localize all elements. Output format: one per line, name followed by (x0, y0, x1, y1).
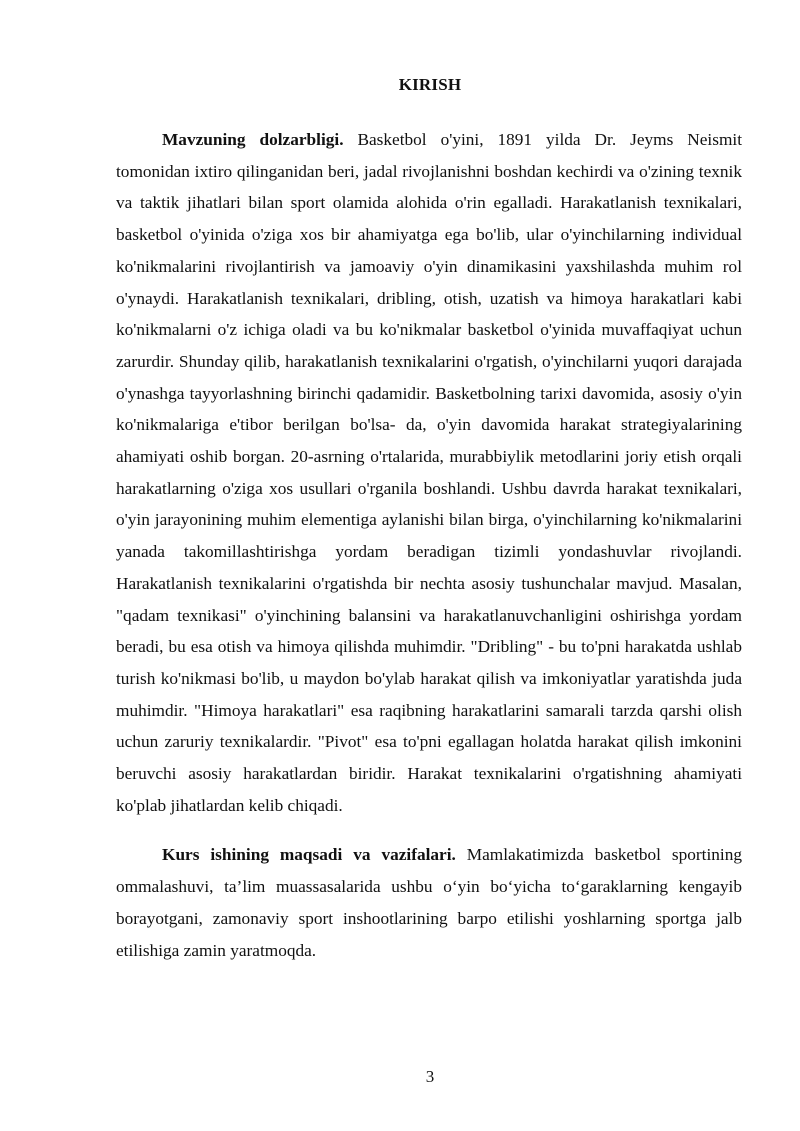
paragraph-lead-relevance: Mavzuning dolzarbligi. (162, 130, 344, 149)
document-body (116, 124, 742, 966)
paragraph-text-relevance: Basketbol o'yini, 1891 yilda Dr. Jeyms Neismit tomonidan ixtiro qilinganidan beri, jadal rivojlanishni boshdan kechirdi va o'zining texnik va taktik jihatlari bilan sport olamida alohida o'rin egalladi. Harakatlanish texnikalari, basketbol o'yinida o'ziga xos bir ahamiyatga ega bo'lib, ular o'yinchilarning individual ko'nikmalarini rivojlantirish va jamoaviy o'yin dinamikasini yaxshilashda muhim rol o'ynaydi. Harakatlanish texnikalari, dribling, otish, uzatish va himoya harakatlari kabi ko'nikmalarni o'z ichiga oladi va bu ko'nikmalar basketbol o'yinida muvaffaqiyat uchun zarurdir. Shunday qilib, harakatlanish texnikalarini o'rgatish, o'yinchilarni yuqori darajada o'ynashga tayyorlashning birinchi qadamidir. Basketbolning tarixi davomida, asosiy o'yin ko'nikmalariga e'tibor berilgan bo'lsa- da, o'yin davomida harakat strategiyalarining ahamiyati oshib borgan. 20-asrning o'rtalarida, murabbiylik metodlarini joriy etish orqali harakatlarning o'ziga xos usullari o'rganila boshlandi. Ushbu davrda harakat texnikalari, o'yin jarayonining muhim elementiga aylanishi bilan birga, o'yinchilarning ko'nikmalarini yanada takomillashtirishga yordam beradigan tizimli yondashuvlar rivojlandi. Harakatlanish texnikalarini o'rgatishda bir nechta asosiy tushunchalar mavjud. Masalan, "qadam texnikasi" o'yinchining balansini va harakatlanuvchanligini oshirishga yordam beradi, bu esa otish va himoya qilishda muhimdir. "Dribling" - bu to'pni harakatda ushlab turish ko'nikmasi bo'lib, u maydon bo'ylab harakat qilish va imkoniyatlar yaratishda juda muhimdir. "Himoya harakatlari" esa raqibning harakatlarini samarali tarzda qarshi olish uchun zaruriy texnikalardir. "Pivot" esa to'pni egallagan holatda harakat qilish imkonini beruvchi asosiy harakatlardan biridir. Harakat texnikalarini o'rgatishning ahamiyati ko'plab jihatlardan kelib chiqadi. (116, 130, 742, 815)
page-heading: KIRISH (398, 75, 462, 94)
paragraph-relevance (116, 124, 742, 821)
paragraph-goals (116, 839, 742, 966)
page-number: 3 (425, 1067, 435, 1086)
paragraph-text-goals: Mamlakatimizda basketbol sportining ommalashuvi, ta’lim muassasalarida ushbu o‘yin bo‘yicha to‘garaklarning kengayib borayotgani, zamonaviy sport inshootlarining barpo etilishi yoshlarning sportga jalb etilishiga zamin yaratmoqda. (116, 845, 742, 960)
paragraph-lead-goals: Kurs ishining maqsadi va vazifalari. (162, 845, 456, 865)
